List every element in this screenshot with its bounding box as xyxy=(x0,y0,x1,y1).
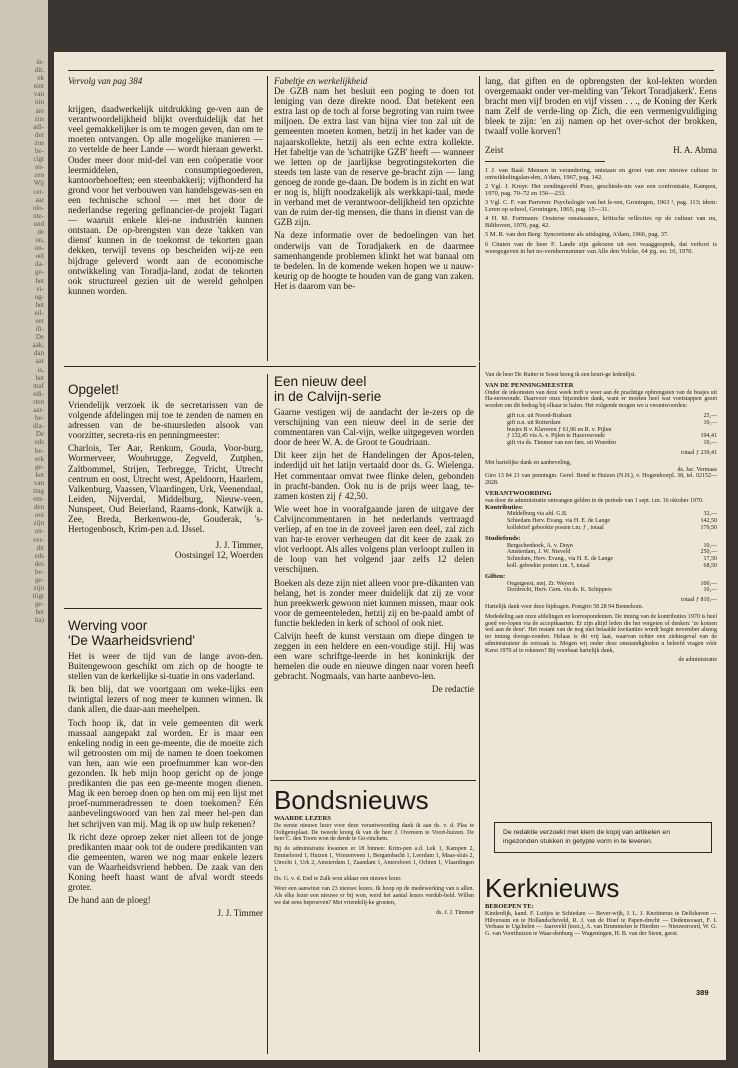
ledger-amount: 32,— xyxy=(703,511,717,518)
adjacent-page-fragments xyxy=(2,58,44,625)
ledger-label: busjes B v. Klaveren ƒ 61,96 en R. v. Pijlen xyxy=(507,426,612,433)
ledger-row xyxy=(485,518,717,525)
section-title: Kerknieuws xyxy=(485,873,620,903)
paragraph: Boeken als deze zijn niet alleen voor pre-dikanten van belang, het is zonder meer duidelijk dat zij ze voor hun preekwerk gewoon niet kunnen missen, maar ook voor de gemeenteleden, hetzij zij en be-paald ambt of functie bekleden in kerk of school of ook niet. xyxy=(274,577,474,628)
signature: de administratie xyxy=(678,657,717,664)
fragment-text: ge- xyxy=(35,576,44,584)
ledger-label: gift via ds. Timmer van een fam. uit Woerden xyxy=(507,440,617,447)
footnote: 2 Vgl. J. Kruyt: Het zendingsveld Poso, geschiede-nis van een confrontatie, Kampen, 1970, pag. 70–72 en 156—233. xyxy=(485,182,717,197)
intro-note: Van de heer De Ruiter te Soest kreeg ik een keuri-ge ledenlijst. xyxy=(485,372,636,378)
bondsnieuws-section xyxy=(274,786,474,919)
fragment-text: eer xyxy=(35,317,44,325)
fragment-text: maf xyxy=(33,381,44,390)
fragment-text: is, xyxy=(37,365,44,374)
donation-list xyxy=(485,581,717,595)
ledger-row xyxy=(485,511,717,518)
fragment-text: on, xyxy=(35,236,44,245)
newspaper-page xyxy=(54,52,726,1060)
fragment-text: adi- xyxy=(33,122,44,131)
ledger-label: Schiedam, Herv. Evang., via H. E. de Lange xyxy=(507,556,614,563)
fragment-text: niet xyxy=(33,82,44,91)
fragment-text: nte- xyxy=(33,211,44,220)
fragment-text: ift- xyxy=(35,325,44,334)
fragment-text: in- xyxy=(36,58,44,66)
footnote: 6 Citaten van de heer F. Lande zijn gekozen uit een vraaggesprek, dat verkort is weergegeven in het no-vembernummer van Alle den Volcke, 64 jrg. no. 10, 1970. xyxy=(485,240,717,255)
fragment-text: on- xyxy=(34,527,44,536)
section-rule-3 xyxy=(270,780,476,781)
ledger-row xyxy=(485,543,717,550)
opgelet-article xyxy=(68,382,263,563)
ledger-amount: 25,— xyxy=(703,412,717,419)
fragment-text: zen xyxy=(34,171,44,180)
fragment-text: und xyxy=(33,219,44,228)
paragraph: Wie weet hoe in voorafgaande jaren de uitgave der Calvijncommentaren in het nederlands vertraagd verliep, af en toe in de zoveel jaren een deel, zal zich van har-te erover verheugen dat dit keer de zaak zo vlot verloopt. Als alles volgens plan verloopt zullen in de loop van het volgend jaar zelfs 12 delen verschijnen. xyxy=(274,503,474,575)
paragraph: Gaarne vestigen wij de aandacht der le-zers op de verschijning van een nieuw deel in de serie der commentaren van Cal-vijn, welke uitgegeven worden door de heer W. A. de Groot te Goudriaan. xyxy=(274,407,474,448)
ledger-row xyxy=(485,587,717,594)
fragment-text: ge- xyxy=(35,268,44,277)
column-1-article xyxy=(68,76,263,299)
ledger-row xyxy=(485,525,717,532)
article-title-2: 'De Waarheidsvriend' xyxy=(68,633,195,648)
fragment-text: ek xyxy=(37,74,44,83)
paragraph: Ik ben blij, dat we voortgaan om weke-lijks een twintigtal lezers of nog meer te kunnen winnen. Ik dank allen, die daar-aan meehelpen. xyxy=(68,684,263,715)
category-label: Giften: xyxy=(485,572,506,580)
page-number: 389 xyxy=(696,988,709,997)
fragment-text: Wij xyxy=(33,179,44,188)
ledger-row xyxy=(485,413,717,420)
paragraph: Bij de administratie kwamen er 18 binnen: Krim-pen a.d. Lek 1, Kampen 2, Emmeloord 1, Huizen 1, Vriezenveen 1, Bergambacht 1, Leerdam 1, Maas-sluis 2, Utrecht 1, Urk 2, Amsterdam 1, Zaandam 1, Amersfoort 1, Ochten 1, Vlaardingen 1. xyxy=(274,846,474,873)
contribution-list xyxy=(485,511,717,531)
fragment-text: oel xyxy=(35,252,44,261)
fragment-text: zus xyxy=(34,138,44,147)
fragment-text: des xyxy=(34,559,44,568)
ledger-row xyxy=(485,427,717,434)
ledger-row xyxy=(485,563,717,570)
subheading: VAN DE PENNINGMEESTER xyxy=(485,381,574,389)
fragment-text: zus xyxy=(34,114,44,123)
fragment-text: ket xyxy=(35,470,44,479)
ledger-label: Schiedam Herv. Evang. via H. E. de Lange xyxy=(507,518,611,525)
column-rule-1 xyxy=(267,76,268,361)
fragment-text: zijn xyxy=(33,584,44,593)
ledger-label: koll. geboekte posten t.m. 5, totaal xyxy=(507,562,590,569)
ledger-row xyxy=(485,581,717,588)
ledger-row xyxy=(485,556,717,563)
fragment-text: em- xyxy=(33,495,44,504)
ledger-amount: 142,50 xyxy=(700,518,717,525)
fragment-text: dit, xyxy=(34,66,44,75)
section-title: Bondsnieuws xyxy=(274,785,429,815)
treasurer-name: ds. Jac. Vermaas xyxy=(677,466,717,473)
ledger-amount: 10,— xyxy=(703,587,717,594)
fragment-text: be- xyxy=(35,147,44,156)
column-rule-2 xyxy=(479,76,480,361)
fragment-text: dan xyxy=(33,349,44,358)
section-rule xyxy=(64,366,476,367)
fragment-text: der xyxy=(35,130,44,139)
ledger-amount: 17,50 xyxy=(703,556,717,563)
fragment-text: de xyxy=(37,227,44,236)
fragment-text: olo- xyxy=(32,203,44,212)
fragment-text: zijn xyxy=(33,519,44,528)
fragment-text: De xyxy=(35,430,44,439)
fragment-text: be- xyxy=(35,567,44,576)
giro-line: Giro 13 84 21 van penningm. Geref. Bond te Huizen (N.H.), v. Hogendoorpl. 38, tel. 02152—2028. xyxy=(485,473,717,487)
fragment-text: dit xyxy=(36,543,44,552)
column-rule-4 xyxy=(479,362,480,1052)
ledger-amount: 194,41 xyxy=(700,433,717,440)
signature: J. J. Timmer xyxy=(217,908,263,919)
ledger-label: gift n.n. uit Noord-Brabant xyxy=(507,412,572,419)
ledger-row xyxy=(485,420,717,427)
fragment-text: cer- xyxy=(33,187,44,196)
paragraph: van door de administratie ontvangen gelden in de periode van 1 sept. t.m. 16 oktober 1970. xyxy=(485,497,704,504)
ledger-row xyxy=(485,549,717,556)
signature-place: Zeist xyxy=(485,144,504,155)
fragment-text: het xyxy=(35,276,44,285)
fragment-text: be- xyxy=(35,446,44,455)
ledger-amount: 10,— xyxy=(703,419,717,426)
fragment-text: ge- xyxy=(35,600,44,609)
place-list: Charlois, Ter Aar, Renkum, Gouda, Voor-burg, Wormerveer, Woubrugge, Zegveld, Zutphen, Zaltbommel, Strijen, Terbregge, Tricht, Utrecht centrum en oost, Utrecht west, Apeldoorn, Haarlem, Valkenburg, Vaassen, Vlaardingen, Urk, Veenendaal, Leiden, Nijverdal, Middelburg, Nieuw-veen, Nunspeet, Oud Beierland, Raams-donk, Katwijk a. Zee, Breda, Berkenwou-de, Gouderak, 's-Hertogenbosch, Krim-pen a.d. IJssel. xyxy=(68,443,263,535)
paragraph: Onder de inkomsten van deze week treft u weer aan de prachtige opbrengsten van de busjes uit Ha-zerswoude. Daarvoor onze bijzondere dank, want er moeten heel wat voetstappen gezet worden om dit bedrag bij elkaar te halen. Het volgende mogen we u verantwoorden: xyxy=(485,389,717,410)
footnote: 1 J. van Baal: Mensen in verandering, ontstaan en groei van een nieuwe cultuur in ontwikkelingslan-den, A'dam, 1967, pag. 142. xyxy=(485,166,717,181)
paragraph: Calvijn heeft de kunst verstaan om diepe dingen te zeggen in een heldere en een-voudige stijl. Hij was een ware schriftge-leerde in het koninkrijk der hemelen die oude en nieuwe dingen naar voren heeft gebracht. Nogmaals, van harte aanbevo-len. xyxy=(274,630,474,682)
ledger-label: Middelburg via afd. G.B. xyxy=(507,511,568,518)
fragment-text: are xyxy=(35,106,44,115)
thanks-line: Met hartelijke dank en aanbeveling, xyxy=(485,459,572,466)
fragment-text: cigt xyxy=(33,155,44,164)
ledger-label: Oegstgeest, mej. Zr. Weyers xyxy=(507,580,575,587)
section-rule-2 xyxy=(64,608,262,609)
ledger-amount: 179,50 xyxy=(700,524,717,531)
ledger-label: Dordrecht, Herv. Gem. via ds. K. Schippers xyxy=(507,587,612,594)
ledger-amount: 100,— xyxy=(700,580,717,587)
fragment-text: ooi xyxy=(35,511,44,520)
signature: ds. J. J. Timmer xyxy=(435,909,474,916)
paragraph: Toch hoop ik, dat in vele gemeenten dit werk massaal aangepakt zal worden. Er is maar een enkeling nodig in een ge-meente, die de moeite zich wil getroosten om mij de namen te doen toekomen van hen, aan wie een proefnummer kan wor-den gezonden. Ik heb mijn hoop gericht op de jonge predikanten die pas een ge-meente mogen dienen. Mag ik een beroep doen op hen om mij een lijst met proef-nummeradressen te doen toekomen? Eén aanbevelingswoord van hen zal meer hel-pen dan het schrijven van mij. Mag ik op uw hulp rekenen? xyxy=(68,717,263,829)
paragraph: Kinderdijk, kand. F. Luitjes te Schiedam — Bever-wijk, J. L. J. Knottnerus te Delfshaven — Hilversum en te Hollandscheveld, R. J. van de Hoef te Papen-drecht — Dedemsvaart, F. I. Verbaas te Ugchelen — Jaarsveld (toez.), A. van Brummelen te Hierden — Nieuweroord, W. G. G. van Voorthuizen te Waar-denburg — Wageningen, H. B. van der Steen, geest. xyxy=(485,910,717,938)
fragment-text: eds xyxy=(34,551,44,560)
ledger-amount: 10,— xyxy=(703,440,717,447)
paragraph: Hartelijk dank voor deze bijdragen. Postgiro 58 28 94 Bennekom. xyxy=(485,603,644,610)
fragment-text: eil- xyxy=(34,308,44,317)
fragment-text: De xyxy=(35,333,44,342)
fragment-text: aak, xyxy=(32,341,44,350)
fragment-text: aar- xyxy=(33,406,44,415)
ledger-amount: 68,50 xyxy=(703,562,717,569)
fragment-text: van xyxy=(33,90,44,99)
subheading: VERANTWOORDING xyxy=(485,489,552,497)
article-body-2: Na deze informatie over de bedoelingen van het onderwijs van de Toradjakerk en de daarmee samenhangende problemen klinkt het wat banaal om te bedelen. In de komende weken hopen we u nauw-keurig op de hoogte te houden van de gang van zaken. Het is daarom van be- xyxy=(274,230,474,291)
signature-author: H. A. Abma xyxy=(673,144,717,155)
subheading: WAARDE LEZERS xyxy=(274,815,331,822)
adjacent-page-edge xyxy=(0,0,48,1068)
fragment-text: vi- xyxy=(36,284,44,293)
footnote-rule xyxy=(485,161,605,162)
paragraph: Weer een aanwinst van 23 nieuwe lezers. Ik hoop op de medewerking van u allen. Als elke lezer een nieuwe er bij won, werd het aantal lezers verdub-beld. Willen we dat eens beproeven? Met vriendelij-ke groeten, xyxy=(274,886,474,906)
fragment-text: het xyxy=(35,373,44,382)
editorial-notice-box xyxy=(494,822,712,853)
kerknieuws-section xyxy=(485,874,717,941)
study-fund-list xyxy=(485,543,717,570)
column-3-notices xyxy=(485,372,717,667)
ledger-label: gift n.n. uit Rotterdam xyxy=(507,419,561,426)
fragment-text: het xyxy=(35,300,44,309)
paragraph: Ik richt deze oproep zeker niet alleen tot de jonge predikanten maar ook tot de oudere predikanten van die gemeenten, waren we nog maar enkele lezers van de Waarheidsvriend hebben. De zaak van den Koning heeft haast want de afval wordt steeds groter. xyxy=(68,831,263,893)
signature: De redactie xyxy=(431,684,474,695)
continuation-note: Vervolg van pag 384 xyxy=(68,76,143,86)
category-label: Studiefonds: xyxy=(485,534,521,542)
article-title: Een nieuw deel xyxy=(274,374,367,389)
column-2-article xyxy=(274,76,474,294)
fragment-text: tiigt xyxy=(32,592,44,601)
fragment-text: aar xyxy=(35,357,44,366)
notice-text: De redaktie verzoekt met klem de kopij van artikelen en ingezonden stukken in getypte vorm in te leveren. xyxy=(503,829,670,845)
paragraph: Dit keer zijn het de Handelingen der Apos-telen, inderdijd uit het latijn vertaald door ds. G. Wielenga. Het commentaar omvat twee flinke delen, gebonden in pracht-banden. Ook nu is de prijs weer laag, te-zamen kosten zij ƒ 42,50. xyxy=(274,450,474,501)
gift-list xyxy=(485,413,717,447)
fragment-text: nin xyxy=(35,98,44,107)
article-title-2: in de Calvijn-serie xyxy=(274,389,382,404)
fragment-text: on- xyxy=(34,244,44,253)
article-body: De GZB nam het besluit een poging te doen tot leniging van deze direkte nood. Dat betekent een extra last op de toch al forse begroting van ruim twee miljoen. De extra last van bijna vier ton zal uit de gemeenten moeten komen, hetzij in het kader van de najaarskollekte, hetzij als een echte extra kollekte. Het fabeltje van de 'schatrijke GZB' heeft — wanneer we letten op de jaarlijkse begrotingstekorten die steeds ten laste van de reserve ge-bracht zijn — lang genoeg de ronde ge-daan. De bodem is in zicht en wat er nog is, blijft noodzakelijk als werkkapi-taal, mede in verband met de verantwoor-delijkheid ten opzichte van de ruim der-tig mensen, die thans in dienst van de GZB zijn. xyxy=(274,86,474,228)
top-rule xyxy=(68,70,714,71)
footnote: 3 Vgl. C. F. van Parreren: Psychologie van het le-ren, Groningen, 1963 ², pag. 113; idem: Leren op school, Groningen, 1965, pag. 15—31. xyxy=(485,199,717,214)
paragraph: De hand aan de ploeg! xyxy=(68,895,151,906)
footnote: 4 H. M. Fortmann: Oosterse renaissance, kritische reflecties op de cultuur van nu, Bilthoven, 1970, pag. 42. xyxy=(485,215,717,230)
column-rule-3 xyxy=(267,374,268,1054)
ledger-label: Amsterdam, J. W. Nieveld xyxy=(507,549,571,556)
article-title: Werving voor xyxy=(68,618,148,633)
paragraph: Mededeling aan onze afdelingen en korrespondenten. De inning van de kontributies 1970 is heel goed ver-lopen via de acceptkaarten. Er zijn altijd leden die het vergeten of denken: 'ze komen wel aan de deur'. Het restant van de nog niet betaalde kwitanties wordt begin november alsnog ter inning doorge-zonden. Helaas is dit vrij laat, waarvan echter een ziektegeval van de administrateur de oorzaak is. Mogen wij onder deze omstandigheden u beleefd vragen vóór Kerst 1970 af te rekenen? Bij voorbaat hartelijk dank, xyxy=(485,613,717,654)
paragraph: Ds. G. v. d. End te Zalk won aldaar een nieuwe lezer. xyxy=(274,876,402,883)
fragment-text: aar xyxy=(35,195,44,204)
fragment-text: het xyxy=(35,608,44,617)
total: totaal ƒ 239,41 xyxy=(681,449,717,456)
fragment-text: edi- xyxy=(33,389,44,398)
article-body: krijgen, daadwerkelijk uitdrukking ge-ven aan de verantwoordelijkheid blijkt overduidelijk dat het veel gemakkelijker is om te mogen geven, dan om te moeten ontvangen. Op alle mogelijke manieren — zo vertelde de heer Lande — wordt hieraan gewerkt. Onder meer door mid-del van een coöperatie voor leermiddelen, consumptiegoederen, kantoorbehoeften; een steenbakkerij; vijfhonderd ha grond voor het verbouwen van handelsgewas-sen en een technische school — met het door de nederlandse regering gefinancier-de projekt Tagari — waaruit enkele klei-ne industriën kunnen ontstaan. De op-brengsten van deze 'takken van dienst' kunnen in de toekomst de tekorten gaan dekken, terwijl tevens op bescheiden wij-ze een bijdrage geleverd wordt aan de economische ontwikkeling van Toradja-land, zodat de tekorten ook structureel gezien uit de wereld geholpen kunnen worden. xyxy=(68,104,263,296)
article-body: Vriendelijk verzoek ik de secretarissen van de volgende afdelingen mij toe te zenden de namen en adressen van de be-stuursleden alsook van voorzitter, secreta-ris en penningmeester: xyxy=(68,400,263,441)
column-3-article xyxy=(485,76,717,257)
article-title: Opgelet! xyxy=(68,382,120,397)
fragment-text: den xyxy=(33,503,44,512)
article-body: lang, dat giften en de opbrengsten der kol-lekten worden overgemaakt onder ver-melding van 'Tekort Toradjakerk'. Eens bracht men vijf broden en vijf vissen . . ., de Koning der Kerk nam Zelf de verde-ling op Zich, die een vermenigvuldiging bleek te zijn: 'en zij namen op het over-schot der brokken, twaalf volle korven'! xyxy=(485,76,717,137)
paragraph: De eerste nieuwe lezer voor deze verantwoording dank ik aan ds. v. d. Plas te Ooltgensplaat. De tweede kreeg ik van de heer J. Overeem te Voort-huizen. De heer C. den Toom won de derde te Go-rinchem. xyxy=(274,822,474,843)
ledger-label: kollektief gebookte posten t.m. ƒ , totaal xyxy=(507,524,604,531)
total: totaal ƒ 810,— xyxy=(681,597,717,604)
fragment-text: ge- xyxy=(35,462,44,471)
subheading: Fabeltje en werkelijkheid xyxy=(274,76,368,86)
category-label: Kontributies: xyxy=(485,503,524,511)
subheading: BEROEPEN TE: xyxy=(485,903,534,910)
fragment-text: van xyxy=(33,478,44,487)
paragraph: Het is weer de tijd van de lange avon-den. Buitengewoon geschikt om zich op de hoogte te stellen van de kerkelijke si-tuatie in ons vaderland. xyxy=(68,651,263,682)
fragment-text: dia- xyxy=(33,422,44,431)
fragment-text: rten xyxy=(33,397,44,406)
fragment-text: da- xyxy=(35,260,44,269)
footnotes xyxy=(485,167,717,255)
ledger-row xyxy=(485,440,717,447)
fragment-text: ug- xyxy=(34,292,44,301)
fragment-text: ita) xyxy=(34,616,44,625)
signature-address: Oostsingel 12, Woerden xyxy=(174,550,263,561)
ledger-amount: 10,— xyxy=(703,542,717,549)
ledger-label: ƒ 132,45 via A. v. Pijlen te Hazerswoude xyxy=(507,433,605,440)
footnote: 5 M. R. van den Berg: Syncretisme als uitdaging, A'dam, 1966, pag. 37. xyxy=(485,231,669,239)
fragment-text: ting xyxy=(33,486,44,495)
ledger-label: Bergschenhoek, A. v. Duyn xyxy=(507,542,573,549)
fragment-text: eds xyxy=(34,438,44,447)
fragment-text: erk xyxy=(35,454,44,463)
fragment-text: be- xyxy=(35,414,44,423)
ledger-amount: 250,— xyxy=(700,549,717,556)
signature-name: J. J. Timmer, xyxy=(215,540,263,551)
fragment-text: on- xyxy=(34,163,44,172)
fragment-text: ver- xyxy=(32,535,44,544)
signature-line xyxy=(485,145,717,155)
calvijn-article xyxy=(274,374,474,698)
werving-article xyxy=(68,618,263,921)
